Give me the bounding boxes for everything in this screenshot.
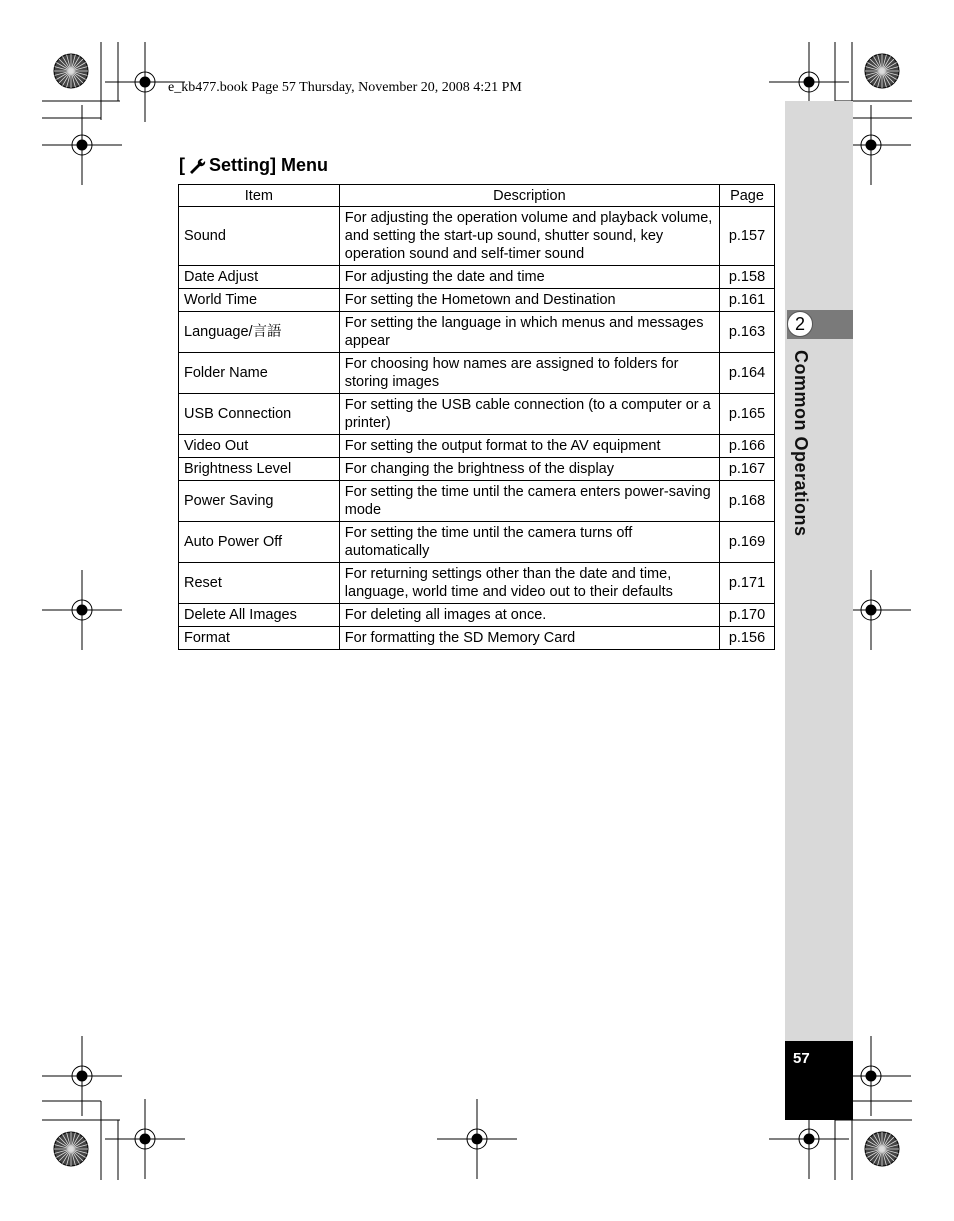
- row-item: World Time: [179, 289, 340, 312]
- row-item: Folder Name: [179, 353, 340, 394]
- table-row: [179, 435, 775, 458]
- row-page: p.164: [720, 353, 775, 394]
- row-page: p.166: [720, 435, 775, 458]
- settings-menu-table: [178, 184, 775, 650]
- page-number: 57: [793, 1050, 810, 1067]
- title-bracket: [: [179, 155, 185, 175]
- row-description: For formatting the SD Memory Card: [339, 627, 719, 650]
- table-header-row: [179, 185, 775, 207]
- row-description: For setting the output format to the AV equipment: [339, 435, 719, 458]
- rosette-mark: [865, 54, 899, 88]
- header-description: Description: [339, 185, 719, 207]
- crosshair-mark: [42, 1036, 122, 1116]
- row-description: For changing the brightness of the display: [339, 458, 719, 481]
- table-row: [179, 481, 775, 522]
- row-page: p.170: [720, 604, 775, 627]
- row-item: Language/言語: [179, 312, 340, 353]
- table-row: [179, 289, 775, 312]
- rosette-mark: [54, 54, 88, 88]
- row-page: p.163: [720, 312, 775, 353]
- row-item: Power Saving: [179, 481, 340, 522]
- row-description: For setting the Hometown and Destination: [339, 289, 719, 312]
- chapter-number: 2: [787, 311, 813, 337]
- table-row: [179, 604, 775, 627]
- table-row: [179, 353, 775, 394]
- row-description: For adjusting the operation volume and playback volume, and setting the start-up sound, shutter sound, key operation sound and self-timer sound: [339, 207, 719, 266]
- row-item: Sound: [179, 207, 340, 266]
- section-title: [179, 155, 328, 176]
- row-item: Delete All Images: [179, 604, 340, 627]
- header-page: Page: [720, 185, 775, 207]
- row-item: USB Connection: [179, 394, 340, 435]
- table-row: [179, 563, 775, 604]
- table-row: [179, 266, 775, 289]
- table-row: [179, 627, 775, 650]
- row-item: Date Adjust: [179, 266, 340, 289]
- table-row: [179, 458, 775, 481]
- section-title-text: Setting] Menu: [209, 155, 328, 175]
- crosshair-mark: [105, 1099, 185, 1179]
- rosette-mark: [865, 1132, 899, 1166]
- wrench-icon: [187, 157, 207, 175]
- book-header-line: e_kb477.book Page 57 Thursday, November 20, 2008 4:21 PM: [168, 80, 522, 95]
- header-item: Item: [179, 185, 340, 207]
- row-item: Video Out: [179, 435, 340, 458]
- table-row: [179, 394, 775, 435]
- row-item: Format: [179, 627, 340, 650]
- chapter-title: Common Operations: [791, 350, 811, 537]
- row-page: p.157: [720, 207, 775, 266]
- row-page: p.168: [720, 481, 775, 522]
- chapter-side-bar: [785, 101, 853, 1041]
- row-description: For setting the language in which menus and messages appear: [339, 312, 719, 353]
- row-description: For setting the USB cable connection (to a computer or a printer): [339, 394, 719, 435]
- row-page: p.158: [720, 266, 775, 289]
- table-row: [179, 522, 775, 563]
- crosshair-mark: [437, 1099, 517, 1179]
- table-row: [179, 207, 775, 266]
- row-description: For returning settings other than the date and time, language, world time and video out to their defaults: [339, 563, 719, 604]
- row-description: For setting the time until the camera enters power-saving mode: [339, 481, 719, 522]
- row-page: p.161: [720, 289, 775, 312]
- row-item: Reset: [179, 563, 340, 604]
- row-item: Auto Power Off: [179, 522, 340, 563]
- table-row: [179, 312, 775, 353]
- row-description: For adjusting the date and time: [339, 266, 719, 289]
- rosette-mark: [54, 1132, 88, 1166]
- row-description: For choosing how names are assigned to folders for storing images: [339, 353, 719, 394]
- row-page: p.156: [720, 627, 775, 650]
- row-description: For deleting all images at once.: [339, 604, 719, 627]
- row-page: p.169: [720, 522, 775, 563]
- row-item: Brightness Level: [179, 458, 340, 481]
- row-description: For setting the time until the camera turns off automatically: [339, 522, 719, 563]
- row-page: p.167: [720, 458, 775, 481]
- crosshair-mark: [42, 570, 122, 650]
- row-page: p.171: [720, 563, 775, 604]
- row-page: p.165: [720, 394, 775, 435]
- crosshair-mark: [42, 105, 122, 185]
